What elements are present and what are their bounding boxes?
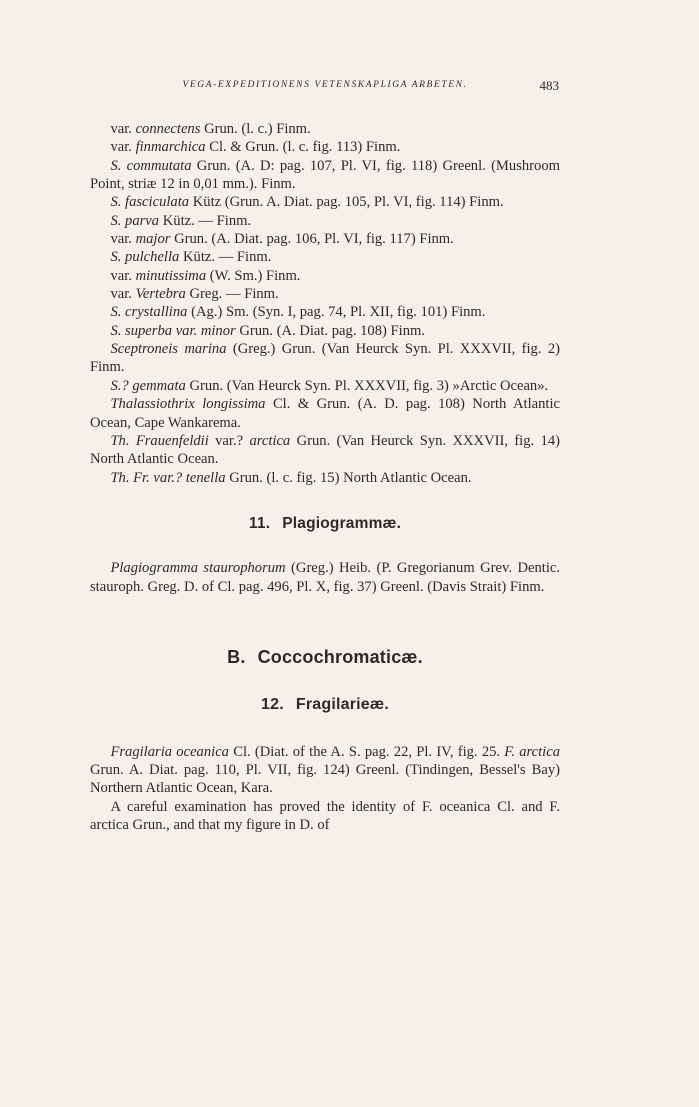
entry-text: Grun. (l. c. fig. 15) North Atlantic Ocean. (225, 469, 472, 486)
entry-paragraph (90, 120, 560, 138)
entry-paragraph (90, 395, 560, 432)
entry-text: Grun. (A. Diat. pag. 106, Pl. VI, fig. 117) Finm. (170, 231, 454, 248)
taxon-name: S. parva (110, 212, 160, 229)
entry-text: (Greg.) Heib. (P. Gregorianum Grev. Dentic. stauroph. Greg. D. of Cl. pag. 496, Pl. X, fig. 37) Greenl. (Davis Strait) Finm. (90, 560, 560, 595)
section-heading-11 (90, 515, 560, 533)
taxon-name: Sceptroneis marina (110, 341, 227, 358)
section-title: Plagiogrammæ. (282, 514, 402, 532)
entry-paragraph (90, 285, 560, 303)
entry-text: var. (110, 231, 136, 248)
entry-paragraph (90, 340, 560, 377)
entries-list-1 (90, 120, 560, 487)
entry-paragraph (90, 157, 560, 194)
entry-paragraph (90, 322, 560, 340)
taxon-name: S. pulchella (110, 249, 180, 266)
entry-text: Kütz. — Finm. (159, 212, 252, 229)
taxon-name: Th. Frauenfeldii (110, 432, 209, 449)
taxon-name: Fragilaria oceanica (110, 743, 229, 760)
entry-text: Cl. & Grun. (A. D. pag. 108) North Atlantic Ocean, Cape Wankarema. (90, 396, 560, 431)
section-heading-b (90, 648, 560, 666)
entry-text: var. (110, 267, 136, 284)
taxon-name: arctica (249, 432, 291, 449)
taxon-name: Vertebra (135, 286, 186, 303)
entry-text: var. (110, 286, 136, 303)
entry-text: Grun. (Van Heurck Syn. Pl. XXXVII, fig. 3) »Arctic Ocean». (185, 377, 549, 394)
entry-paragraph (90, 798, 560, 835)
taxon-name: S.? gemmata (110, 377, 186, 394)
entry-text: Grun. (Van Heurck Syn. XXXVII, fig. 14) North Atlantic Ocean. (90, 432, 560, 468)
taxon-name: Plagiogramma staurophorum (110, 560, 286, 577)
section-title: Fragilarieæ. (295, 696, 389, 714)
entry-text: Kütz. — Finm. (179, 249, 272, 266)
taxon-name: S. superba var. minor (110, 322, 236, 339)
entry-paragraph (90, 212, 560, 230)
entry-text: var. (110, 121, 136, 137)
entry-paragraph (90, 303, 560, 321)
entry-text: Grun. (A. Diat. pag. 108) Finm. (235, 322, 425, 339)
entry-paragraph (90, 559, 560, 596)
page-number: 483 (539, 78, 559, 93)
taxon-name: S. commutata (110, 157, 192, 174)
entry-text: Cl. (Diat. of the A. S. pag. 22, Pl. IV, fig. 25. (228, 743, 505, 760)
entry-paragraph (90, 230, 560, 248)
taxon-name: Th. Fr. var.? tenella (110, 469, 226, 486)
entry-text: A careful examination has proved the identity of F. oceanica Cl. and F. arctica Grun., and that my figure in D. of (90, 798, 560, 833)
entry-paragraph (90, 267, 560, 285)
taxon-name: Thalassiothrix longissima (110, 396, 266, 413)
entry-paragraph (90, 469, 560, 487)
entry-text: Grun. (l. c.) Finm. (200, 121, 311, 137)
entry-text: (Ag.) Sm. (Syn. I, pag. 74, Pl. XII, fig. 101) Finm. (187, 304, 486, 321)
entry-text: Greg. — Finm. (185, 286, 279, 303)
section-title: Coccochromaticæ. (257, 646, 423, 667)
taxon-name: connectens (135, 121, 201, 137)
entry-text: var.? (208, 432, 250, 449)
entries-list-2 (90, 559, 560, 596)
entry-text: (W. Sm.) Finm. (206, 267, 301, 284)
entry-paragraph (90, 377, 560, 395)
entry-text: Grun. A. Diat. pag. 110, Pl. VII, fig. 124) Greenl. (Tindingen, Bessel's Bay) Northern Atlantic Ocean, Kara. (90, 761, 560, 797)
entry-paragraph (90, 743, 560, 798)
entries-list-3 (90, 743, 560, 835)
taxon-name: finmarchica (135, 139, 206, 156)
entry-text: Grun. (A. D: pag. 107, Pl. VI, fig. 118) Greenl. (Mushroom Point, striæ 12 in 0,01 mm.). Finm. (90, 157, 560, 193)
entry-text: (Greg.) Grun. (Van Heurck Syn. Pl. XXXVII, fig. 2) Finm. (90, 341, 560, 376)
text-body (90, 120, 560, 834)
entry-paragraph (90, 138, 560, 156)
running-head: VEGA-EXPEDITIONENS VETENSKAPLIGA ARBETEN. (182, 80, 468, 90)
taxon-name: minutissima (135, 267, 207, 284)
taxon-name: S. crystallina (110, 304, 188, 321)
section-number: B. (227, 646, 246, 667)
entry-text: var. (110, 139, 136, 156)
entry-paragraph (90, 248, 560, 266)
entry-paragraph (90, 193, 560, 211)
section-number: 12. (261, 696, 284, 714)
entry-text: Kütz (Grun. A. Diat. pag. 105, Pl. VI, fig. 114) Finm. (189, 194, 504, 211)
taxon-name: F. arctica (504, 743, 561, 760)
taxon-name: S. fasciculata (110, 194, 190, 211)
taxon-name: major (135, 231, 171, 248)
section-number: 11. (248, 514, 271, 532)
entry-text: Cl. & Grun. (l. c. fig. 113) Finm. (205, 139, 401, 156)
entry-paragraph (90, 432, 560, 469)
section-heading-12 (90, 696, 560, 714)
